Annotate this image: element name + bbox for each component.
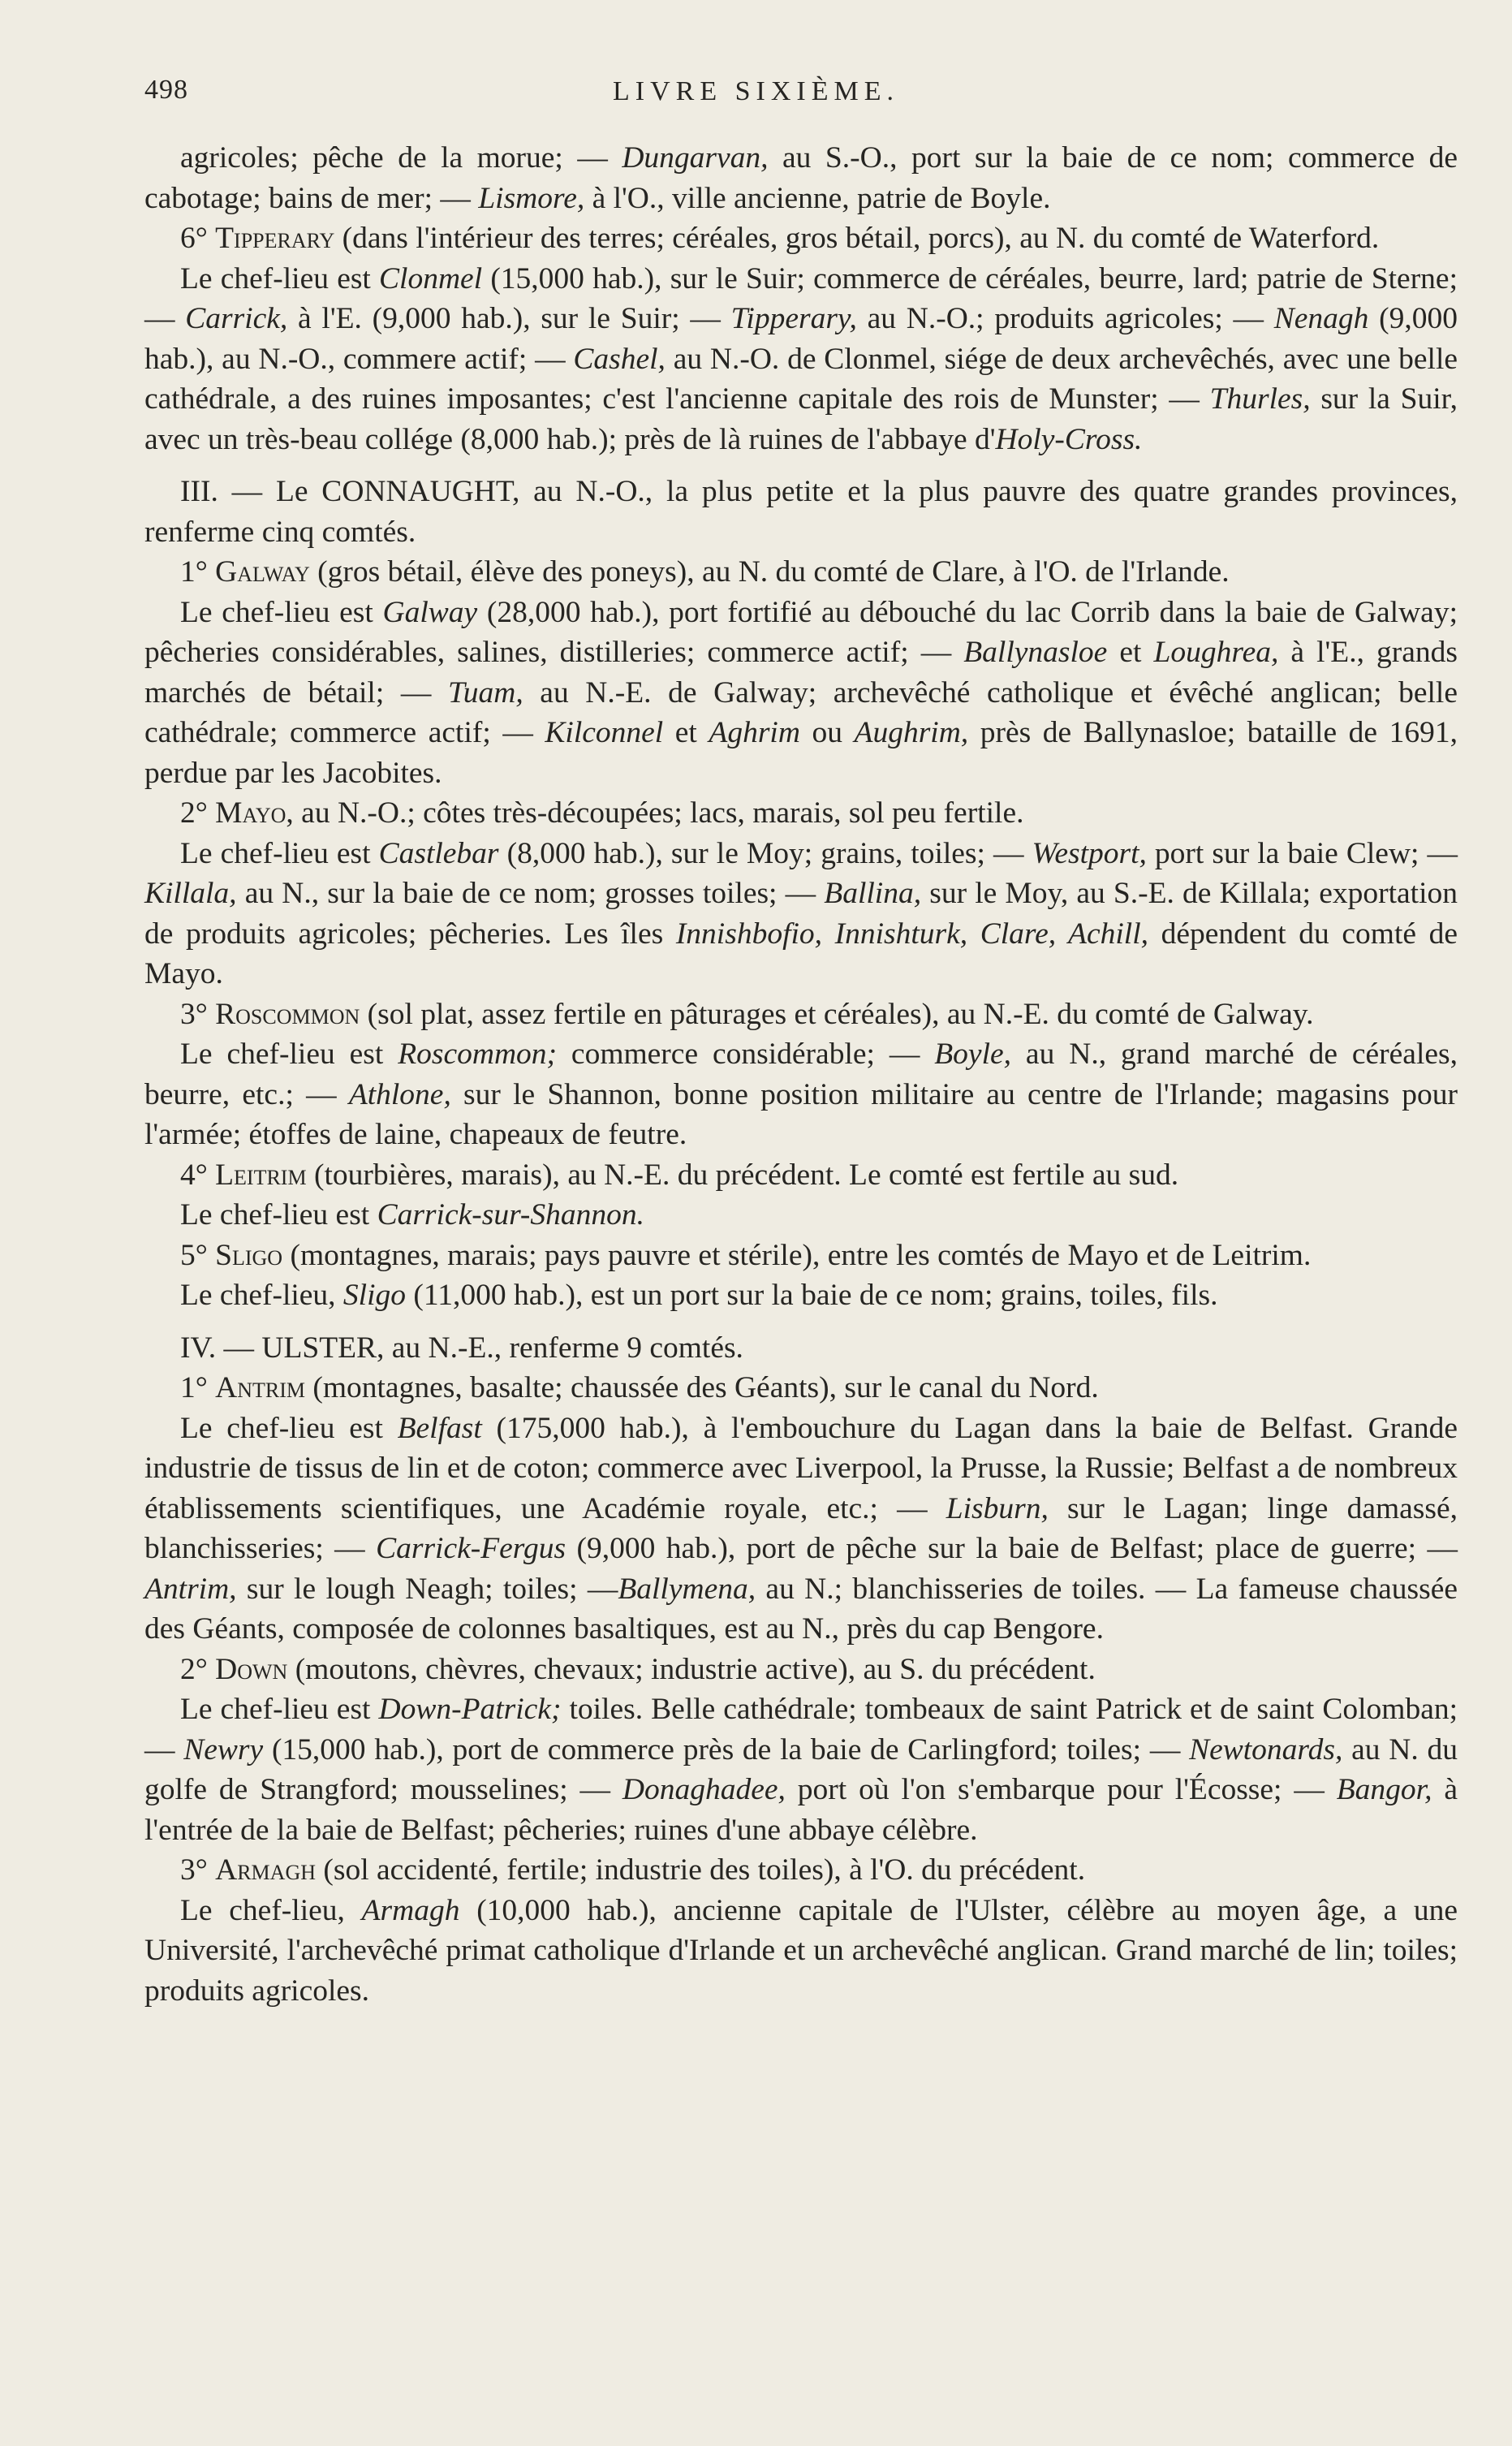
text-run: (montagnes, marais; pays pauvre et stérile), entre les comtés de Mayo et de Leitrim. [282, 1238, 1312, 1272]
paragraph [144, 259, 1458, 460]
paragraph [144, 218, 1458, 259]
text-run: au N., grand marché de céréales, beurre, etc.; — [144, 1038, 1458, 1111]
italic-text: Ballina, [824, 877, 922, 910]
text-run: (28,000 hab.), port fortifié au débouché du lac Corrib dans la baie de Galway; pêcheries considérables, salines, distilleries; commerce actif; — [144, 595, 1458, 669]
paragraph [144, 593, 1458, 794]
text-run: près de Ballynasloe; bataille de 1691, perdue par les Jacobites. [144, 716, 1458, 790]
text-run: toiles. Belle cathédrale; tombeaux de saint Patrick et de saint Colomban; — [144, 1693, 1458, 1767]
text-run: Le chef-lieu est [180, 1693, 379, 1726]
text-run: dépendent du comté de Mayo. [144, 917, 1458, 990]
text-run: port sur la baie Clew; — [1146, 836, 1458, 870]
text-run: IV. — ULSTER, au N.-E., renferme 9 comtés. [180, 1331, 743, 1365]
county-name: Roscommon [215, 997, 360, 1031]
italic-text: Carrick-Fergus [376, 1532, 566, 1565]
italic-text: Carrick, [185, 302, 288, 335]
county-name: Leitrim [215, 1158, 307, 1192]
italic-text: Lisburn, [946, 1491, 1049, 1525]
text-run: (sol accidenté, fertile; industrie des toiles), à l'O. du précédent. [316, 1853, 1086, 1887]
italic-text: Kilconnel [545, 716, 664, 749]
italic-text: Bangor, [1336, 1773, 1432, 1806]
text-run: (8,000 hab.), sur le Moy; grains, toiles; — [498, 836, 1032, 870]
italic-text: Cashel, [573, 342, 666, 376]
text-run: ou [799, 716, 855, 749]
text-run: (11,000 hab.), est un port sur la baie de ce nom; grains, toiles, fils. [406, 1279, 1218, 1312]
text-run: au N.-O.; produits agricoles; — [856, 302, 1274, 335]
text-run: au N.-E. de Galway; archevêché catholique et évêché anglican; belle cathédrale; commerce actif; — [144, 675, 1458, 749]
text-run: (175,000 hab.), à l'embouchure du Lagan dans la baie de Belfast. Grande industrie de tissus de lin et de coton; commerce avec Liverpool, la Prusse, la Russie; Belfast a de nombreux établissements scientifiques, une Académie royale, etc.; — [144, 1411, 1458, 1525]
paragraph [144, 1155, 1458, 1196]
text-run: sur le Lagan; linge damassé, blanchisseries; — [144, 1491, 1458, 1565]
italic-text: Antrim, [144, 1572, 237, 1606]
text-run: au N.-O. de Clonmel, siége de deux archevêchés, avec une belle cathédrale, a des ruines imposantes; c'est l'ancienne capitale des rois de Munster; — [144, 342, 1458, 416]
text-run: et [663, 716, 709, 749]
italic-text: Castlebar [378, 836, 499, 870]
text-run: (moutons, chèvres, chevaux; industrie active), au S. du précédent. [287, 1652, 1096, 1686]
text-run: (15,000 hab.), port de commerce près de la baie de Carlingford; toiles; — [263, 1732, 1190, 1767]
paragraph [144, 1328, 1458, 1369]
running-title: LIVRE SIXIÈME. [613, 76, 899, 106]
county-name: Mayo [215, 796, 286, 830]
italic-text: Holy-Cross. [995, 422, 1143, 456]
text-run: (gros bétail, élève des poneys), au N. du comté de Clare, à l'O. de l'Irlande. [309, 555, 1230, 589]
body-text [144, 138, 1458, 2011]
county-name: Sligo [215, 1238, 283, 1272]
text-run: 4° [180, 1158, 216, 1192]
italic-text: Dungarvan, [622, 141, 769, 175]
text-run: port où l'on s'embarque pour l'Écosse; — [785, 1773, 1337, 1806]
text-run: agricoles; pêche de la morue; — [180, 141, 622, 175]
text-run: au S.-O., port sur la baie de ce nom; commerce de cabotage; bains de mer; — [144, 141, 1458, 215]
text-run: à l'O., ville ancienne, patrie de Boyle. [584, 181, 1051, 215]
italic-text: Westport, [1032, 836, 1147, 870]
text-run: 1° [180, 1371, 216, 1404]
italic-text: Newry [183, 1732, 264, 1767]
county-name: Galway [215, 555, 310, 589]
text-run: à l'entrée de la baie de Belfast; pêcheries; ruines d'une abbaye célèbre. [144, 1773, 1458, 1847]
italic-text: Nenagh [1273, 302, 1369, 335]
italic-text: Tipperary, [730, 302, 857, 335]
italic-text: Boyle, [934, 1038, 1012, 1071]
text-run: (montagnes, basalte; chaussée des Géants), sur le canal du Nord. [304, 1371, 1099, 1404]
text-run: sur le lough Neagh; toiles; — [236, 1572, 618, 1606]
text-run: Le chef-lieu est [180, 1038, 398, 1071]
text-run: , au N.-O.; côtes très-découpées; lacs, marais, sol peu fertile. [286, 796, 1024, 830]
italic-text: Galway [382, 595, 478, 629]
text-run: Le chef-lieu est [180, 836, 379, 870]
text-run: (dans l'intérieur des terres; céréales, gros bétail, porcs), au N. du comté de Waterford. [334, 222, 1380, 255]
paragraph [144, 1408, 1458, 1650]
text-run: 2° [180, 796, 216, 830]
paragraph [144, 994, 1458, 1035]
county-name: Antrim [215, 1371, 305, 1404]
text-run: commerce considérable; — [557, 1038, 935, 1071]
county-name: Tipperary [215, 222, 335, 255]
paragraph [144, 1195, 1458, 1236]
italic-text: Newtonards, [1189, 1732, 1343, 1767]
text-run: 1° [180, 555, 216, 589]
italic-text: Roscommon; [398, 1038, 558, 1071]
italic-text: Athlone, [348, 1077, 451, 1111]
italic-text: Donaghadee, [622, 1773, 786, 1806]
text-run: Le chef-lieu est [180, 1411, 398, 1445]
text-run: Le chef-lieu, [180, 1279, 343, 1312]
paragraph [144, 138, 1458, 218]
paragraph [144, 1850, 1458, 1891]
paragraph [144, 1368, 1458, 1408]
paragraph [144, 1275, 1458, 1316]
text-run: au N. du golfe de Strangford; mousselines; — [144, 1732, 1458, 1806]
paragraph [144, 472, 1458, 552]
italic-text: Tuam, [447, 675, 523, 710]
text-run: 2° [180, 1652, 216, 1686]
text-run: 3° [180, 997, 216, 1031]
text-run: Le chef-lieu est [180, 1198, 377, 1232]
text-run: 5° [180, 1238, 216, 1272]
county-name: Down [215, 1652, 288, 1686]
text-run: Le chef-lieu, [180, 1893, 362, 1927]
italic-text: Killala, [144, 877, 237, 910]
italic-text: Armagh [361, 1893, 460, 1927]
page-number: 498 [144, 75, 188, 105]
text-run: (9,000 hab.), port de pêche sur la baie de Belfast; place de guerre; — [566, 1532, 1458, 1565]
paragraph [144, 834, 1458, 994]
italic-text: Lismore, [478, 181, 585, 215]
text-run: à l'E. (9,000 hab.), sur le Suir; — [287, 302, 731, 335]
county-name: Armagh [215, 1853, 316, 1887]
paragraph [144, 1891, 1458, 2012]
text-run: sur le Moy, au S.-E. de Killala; exportation de produits agricoles; pêcheries. Les îles [144, 877, 1458, 951]
paragraph [144, 1689, 1458, 1850]
italic-text: Loughrea, [1153, 636, 1279, 669]
text-run: (9,000 hab.), au N.-O., commere actif; — [144, 302, 1458, 376]
italic-text: Sligo [342, 1279, 407, 1312]
text-run: au N., sur la baie de ce nom; grosses toiles; — [236, 877, 825, 910]
italic-text: Ballynasloe [963, 636, 1108, 669]
paragraph [144, 552, 1458, 593]
text-run: (sol plat, assez fertile en pâturages et céréales), au N.-E. du comté de Galway. [360, 997, 1314, 1031]
paragraph [144, 1034, 1458, 1155]
text-run: au N.; blanchisseries de toiles. — La fameuse chaussée des Géants, composée de colonnes basaltiques, est au N., près du cap Bengore. [144, 1572, 1458, 1646]
text-run: à l'E., grands marchés de bétail; — [144, 636, 1458, 710]
page-header [0, 75, 1512, 123]
text-run: (tourbières, marais), au N.-E. du précédent. Le comté est fertile au sud. [306, 1158, 1179, 1192]
paragraph [144, 1650, 1458, 1690]
italic-text: Clonmel [379, 261, 483, 296]
text-run: Le chef-lieu est [180, 595, 383, 629]
text-run: (10,000 hab.), ancienne capitale de l'Ulster, célèbre au moyen âge, a une Université, l'archevêché primat catholique d'Irlande et un archevêché anglican. Grand marché de lin; toiles; produits agricoles. [144, 1893, 1458, 2008]
italic-text: Ballymena, [618, 1572, 756, 1606]
text-run: Le chef-lieu est [180, 261, 380, 296]
text-run: et [1107, 636, 1154, 669]
text-run: (15,000 hab.), sur le Suir; commerce de céréales, beurre, lard; patrie de Sterne; — [144, 261, 1458, 335]
italic-text: Belfast [397, 1411, 482, 1445]
italic-text: Aghrim [709, 716, 800, 749]
paragraph [144, 1236, 1458, 1276]
text-run: sur le Shannon, bonne position militaire au centre de l'Irlande; magasins pour l'armée; étoffes de laine, chapeaux de feutre. [144, 1077, 1458, 1151]
italic-text: Aughrim, [854, 716, 969, 749]
text-run: III. — Le CONNAUGHT, au N.-O., la plus petite et la plus pauvre des quatre grandes provinces, renferme cinq comtés. [144, 475, 1458, 549]
italic-text: Innishbofio, Innishturk, Clare, Achill, [675, 917, 1148, 951]
italic-text: Carrick-sur-Shannon. [377, 1198, 645, 1232]
italic-text: Down-Patrick; [378, 1693, 562, 1726]
italic-text: Thurles, [1209, 382, 1311, 416]
text-run: 6° [180, 222, 216, 255]
paragraph [144, 793, 1458, 834]
text-run: 3° [180, 1853, 216, 1887]
text-run: sur la Suir, avec un très-beau collége (8,000 hab.); près de là ruines de l'abbaye d' [144, 382, 1458, 456]
